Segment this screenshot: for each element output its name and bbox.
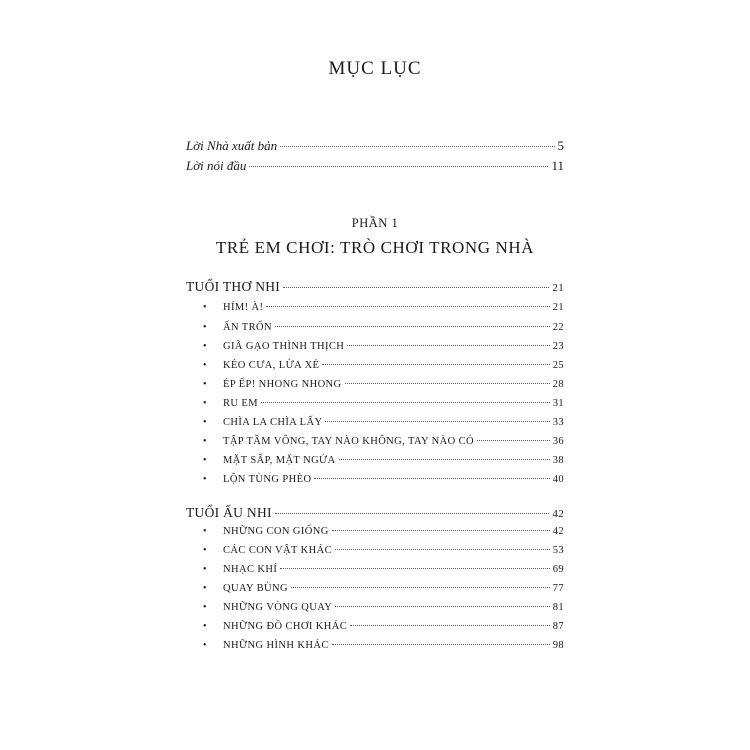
dot-leader xyxy=(335,549,550,550)
dot-leader xyxy=(280,568,549,569)
item-page-number: 22 xyxy=(552,322,564,333)
item-page-number: 42 xyxy=(552,526,564,537)
bullet-icon: • xyxy=(203,602,207,613)
bullet-icon: • xyxy=(203,436,207,447)
dot-leader xyxy=(249,166,548,167)
bullet-icon: • xyxy=(203,379,207,390)
entry-label: Lời nói đầu xyxy=(186,158,247,173)
toc-item[interactable] xyxy=(203,302,564,313)
item-page-number: 23 xyxy=(552,341,564,352)
item-label: TẬP TẦM VÔNG, TAY NÀO KHÔNG, TAY NÀO CÓ xyxy=(223,436,474,447)
dot-leader xyxy=(332,530,550,531)
item-page-number: 38 xyxy=(552,455,564,466)
part-title: TRẺ EM CHƠI: TRÒ CHƠI TRONG NHÀ xyxy=(215,238,535,257)
item-label: NHỮNG VÒNG QUAY xyxy=(223,602,333,613)
item-page-number: 53 xyxy=(552,545,564,556)
item-label: ẤN TRỐN xyxy=(223,322,272,333)
toc-item[interactable] xyxy=(203,436,564,447)
section-title: TUỔI ẤU NHI xyxy=(186,505,272,520)
toc-item[interactable] xyxy=(203,417,564,428)
item-page-number: 77 xyxy=(552,583,564,594)
front-matter-entry[interactable] xyxy=(186,158,564,174)
toc-item[interactable] xyxy=(203,564,564,575)
part-label: PHẦN 1 xyxy=(351,216,399,230)
bullet-icon: • xyxy=(203,341,207,352)
entry-label: Lời Nhà xuất bản xyxy=(186,138,278,153)
dot-leader xyxy=(335,606,549,607)
front-matter-entry[interactable] xyxy=(186,138,564,154)
item-label: NHẠC KHÍ xyxy=(223,564,278,575)
bullet-icon: • xyxy=(203,322,207,333)
dot-leader xyxy=(332,644,550,645)
item-page-number: 81 xyxy=(552,602,564,613)
bullet-icon: • xyxy=(203,455,207,466)
toc-item[interactable] xyxy=(203,583,564,594)
item-page-number: 69 xyxy=(552,564,564,575)
toc-item[interactable] xyxy=(203,455,564,466)
bullet-icon: • xyxy=(203,583,207,594)
item-page-number: 87 xyxy=(552,621,564,632)
dot-leader xyxy=(291,587,550,588)
section-page-number: 42 xyxy=(552,508,564,520)
dot-leader xyxy=(275,326,550,327)
dot-leader xyxy=(266,306,549,307)
dot-leader xyxy=(350,625,550,626)
bullet-icon: • xyxy=(203,398,207,409)
section-title: TUỔI THƠ NHI xyxy=(186,279,281,294)
item-page-number: 36 xyxy=(552,436,564,447)
dot-leader xyxy=(347,345,549,346)
item-label: ÉP ẾP! NHONG NHONG xyxy=(223,379,342,390)
bullet-icon: • xyxy=(203,545,207,556)
item-label: CÁC CON VẬT KHÁC xyxy=(223,545,332,556)
toc-item[interactable] xyxy=(203,474,564,485)
section-heading[interactable] xyxy=(186,279,564,295)
dot-leader xyxy=(261,402,550,403)
item-page-number: 98 xyxy=(552,640,564,651)
item-page-number: 25 xyxy=(552,360,564,371)
bullet-icon: • xyxy=(203,564,207,575)
item-label: HÍM! À! xyxy=(223,302,264,313)
dot-leader xyxy=(339,459,550,460)
item-label: MẶT SẤP, MẶT NGỬA xyxy=(223,455,336,466)
entry-page-number: 5 xyxy=(557,138,564,153)
bullet-icon: • xyxy=(203,621,207,632)
item-label: RU EM xyxy=(223,398,258,409)
bullet-icon: • xyxy=(203,302,207,313)
item-label: NHỮNG HÌNH KHÁC xyxy=(223,640,329,651)
item-label: GIÃ GẠO THÌNH THỊCH xyxy=(223,341,345,352)
item-label: NHỮNG CON GIỐNG xyxy=(223,526,329,537)
toc-title: MỤC LỤC xyxy=(328,58,422,79)
toc-item[interactable] xyxy=(203,545,564,556)
dot-leader xyxy=(345,383,550,384)
entry-page-number: 11 xyxy=(551,158,564,173)
toc-item[interactable] xyxy=(203,602,564,613)
item-page-number: 40 xyxy=(552,474,564,485)
toc-item[interactable] xyxy=(203,398,564,409)
bullet-icon: • xyxy=(203,526,207,537)
section-heading[interactable] xyxy=(186,505,564,521)
bullet-icon: • xyxy=(203,474,207,485)
toc-item[interactable] xyxy=(203,379,564,390)
dot-leader xyxy=(280,146,554,147)
item-page-number: 21 xyxy=(552,302,564,313)
section-page-number: 21 xyxy=(552,282,564,294)
item-page-number: 33 xyxy=(552,417,564,428)
dot-leader xyxy=(477,440,550,441)
item-label: LỘN TÙNG PHÈO xyxy=(223,474,312,485)
dot-leader xyxy=(314,478,549,479)
item-label: KÉO CƯA, LỪA XẺ xyxy=(223,360,320,371)
toc-item[interactable] xyxy=(203,360,564,371)
item-label: CHÌA LA CHÌA LẤY xyxy=(223,417,323,428)
toc-item[interactable] xyxy=(203,341,564,352)
item-page-number: 28 xyxy=(552,379,564,390)
toc-item[interactable] xyxy=(203,640,564,651)
item-label: QUAY BÙNG xyxy=(223,583,288,594)
dot-leader xyxy=(322,364,549,365)
dot-leader xyxy=(275,513,550,514)
item-label: NHỮNG ĐỒ CHƠI KHÁC xyxy=(223,621,348,632)
item-page-number: 31 xyxy=(552,398,564,409)
bullet-icon: • xyxy=(203,360,207,371)
bullet-icon: • xyxy=(203,640,207,651)
bullet-icon: • xyxy=(203,417,207,428)
toc-item[interactable] xyxy=(203,526,564,537)
dot-leader xyxy=(325,421,549,422)
toc-item[interactable] xyxy=(203,322,564,333)
dot-leader xyxy=(283,287,549,288)
toc-item[interactable] xyxy=(203,621,564,632)
